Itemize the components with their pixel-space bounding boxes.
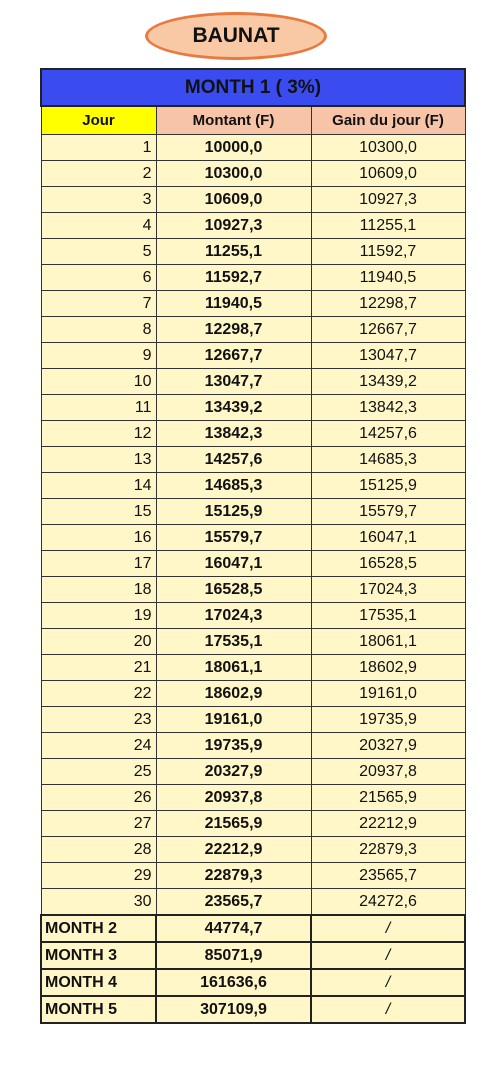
gain-cell: 23565,7 [311, 863, 465, 889]
table-row [41, 499, 465, 525]
gain-cell: 20937,8 [311, 759, 465, 785]
gain-cell: 21565,9 [311, 785, 465, 811]
header-gain: Gain du jour (F) [311, 106, 465, 135]
summary-row [41, 942, 465, 969]
header-jour: Jour [41, 106, 156, 135]
amount-cell: 18061,1 [156, 655, 311, 681]
table-row [41, 473, 465, 499]
table-row [41, 837, 465, 863]
day-cell: 29 [41, 863, 156, 889]
amount-cell: 21565,9 [156, 811, 311, 837]
amount-cell: 23565,7 [156, 889, 311, 916]
table-row [41, 421, 465, 447]
table-row [41, 187, 465, 213]
amount-cell: 19735,9 [156, 733, 311, 759]
day-cell: 22 [41, 681, 156, 707]
day-cell: 16 [41, 525, 156, 551]
day-cell: 10 [41, 369, 156, 395]
table-row [41, 733, 465, 759]
month-gain-cell: / [311, 996, 465, 1023]
table-row [41, 135, 465, 161]
amount-cell: 15579,7 [156, 525, 311, 551]
amount-cell: 17535,1 [156, 629, 311, 655]
summary-row [41, 996, 465, 1023]
gain-cell: 18602,9 [311, 655, 465, 681]
day-cell: 8 [41, 317, 156, 343]
table-row [41, 161, 465, 187]
day-cell: 1 [41, 135, 156, 161]
amount-cell: 20327,9 [156, 759, 311, 785]
gain-cell: 10300,0 [311, 135, 465, 161]
day-cell: 20 [41, 629, 156, 655]
month-label-cell: MONTH 3 [41, 942, 156, 969]
column-header-row [41, 106, 465, 135]
amount-cell: 15125,9 [156, 499, 311, 525]
amount-cell: 10927,3 [156, 213, 311, 239]
day-cell: 25 [41, 759, 156, 785]
month-total-cell: 161636,6 [156, 969, 311, 996]
gain-cell: 19161,0 [311, 681, 465, 707]
gain-cell: 18061,1 [311, 629, 465, 655]
table-row [41, 317, 465, 343]
gain-cell: 17024,3 [311, 577, 465, 603]
day-cell: 11 [41, 395, 156, 421]
month-total-cell: 44774,7 [156, 915, 311, 942]
gain-cell: 15125,9 [311, 473, 465, 499]
gain-cell: 17535,1 [311, 603, 465, 629]
amount-cell: 18602,9 [156, 681, 311, 707]
day-cell: 12 [41, 421, 156, 447]
day-cell: 21 [41, 655, 156, 681]
day-cell: 17 [41, 551, 156, 577]
gain-cell: 13439,2 [311, 369, 465, 395]
table-row [41, 759, 465, 785]
month-label-cell: MONTH 2 [41, 915, 156, 942]
gain-cell: 10609,0 [311, 161, 465, 187]
day-cell: 14 [41, 473, 156, 499]
day-cell: 5 [41, 239, 156, 265]
gain-cell: 10927,3 [311, 187, 465, 213]
page-title: BAUNAT [145, 12, 327, 60]
gain-cell: 20327,9 [311, 733, 465, 759]
day-cell: 15 [41, 499, 156, 525]
amount-cell: 13842,3 [156, 421, 311, 447]
table-row [41, 343, 465, 369]
gain-cell: 13842,3 [311, 395, 465, 421]
month-total-cell: 307109,9 [156, 996, 311, 1023]
table-row [41, 395, 465, 421]
gain-cell: 12667,7 [311, 317, 465, 343]
gain-cell: 11592,7 [311, 239, 465, 265]
month-gain-cell: / [311, 915, 465, 942]
amount-cell: 13439,2 [156, 395, 311, 421]
amount-cell: 10300,0 [156, 161, 311, 187]
table-row [41, 707, 465, 733]
amount-cell: 12667,7 [156, 343, 311, 369]
table-row [41, 551, 465, 577]
gain-cell: 15579,7 [311, 499, 465, 525]
day-cell: 23 [41, 707, 156, 733]
table-row [41, 213, 465, 239]
table-row [41, 629, 465, 655]
table-row [41, 577, 465, 603]
gain-cell: 14685,3 [311, 447, 465, 473]
gain-cell: 24272,6 [311, 889, 465, 916]
day-cell: 7 [41, 291, 156, 317]
amount-cell: 16047,1 [156, 551, 311, 577]
day-cell: 27 [41, 811, 156, 837]
table-row [41, 265, 465, 291]
amount-cell: 16528,5 [156, 577, 311, 603]
gain-cell: 19735,9 [311, 707, 465, 733]
amount-cell: 10609,0 [156, 187, 311, 213]
table-row [41, 369, 465, 395]
day-cell: 2 [41, 161, 156, 187]
day-cell: 30 [41, 889, 156, 916]
amount-cell: 14257,6 [156, 447, 311, 473]
amount-cell: 17024,3 [156, 603, 311, 629]
amount-cell: 11255,1 [156, 239, 311, 265]
amount-cell: 11940,5 [156, 291, 311, 317]
day-cell: 28 [41, 837, 156, 863]
table-row [41, 291, 465, 317]
gain-cell: 12298,7 [311, 291, 465, 317]
table-row [41, 603, 465, 629]
amount-cell: 13047,7 [156, 369, 311, 395]
month-gain-cell: / [311, 942, 465, 969]
gain-cell: 14257,6 [311, 421, 465, 447]
month-label-cell: MONTH 4 [41, 969, 156, 996]
gain-cell: 11940,5 [311, 265, 465, 291]
summary-row [41, 969, 465, 996]
month-total-cell: 85071,9 [156, 942, 311, 969]
amount-cell: 22879,3 [156, 863, 311, 889]
amount-cell: 12298,7 [156, 317, 311, 343]
table-row [41, 655, 465, 681]
amount-cell: 20937,8 [156, 785, 311, 811]
day-cell: 3 [41, 187, 156, 213]
amount-cell: 10000,0 [156, 135, 311, 161]
amount-cell: 11592,7 [156, 265, 311, 291]
table-row [41, 239, 465, 265]
day-cell: 19 [41, 603, 156, 629]
amount-cell: 22212,9 [156, 837, 311, 863]
table-row [41, 785, 465, 811]
table-row [41, 447, 465, 473]
gain-cell: 22212,9 [311, 811, 465, 837]
table-row [41, 889, 465, 916]
gain-cell: 16047,1 [311, 525, 465, 551]
header-montant: Montant (F) [156, 106, 311, 135]
gain-cell: 16528,5 [311, 551, 465, 577]
day-cell: 18 [41, 577, 156, 603]
gain-cell: 13047,7 [311, 343, 465, 369]
day-cell: 9 [41, 343, 156, 369]
day-cell: 13 [41, 447, 156, 473]
month-title-row [41, 69, 465, 106]
table-row [41, 863, 465, 889]
summary-row [41, 915, 465, 942]
amount-cell: 14685,3 [156, 473, 311, 499]
amount-cell: 19161,0 [156, 707, 311, 733]
gain-cell: 11255,1 [311, 213, 465, 239]
month-gain-cell: / [311, 969, 465, 996]
day-cell: 26 [41, 785, 156, 811]
month-title: MONTH 1 ( 3%) [41, 69, 465, 106]
investment-table [40, 68, 466, 1024]
table-row [41, 681, 465, 707]
table-row [41, 811, 465, 837]
day-cell: 4 [41, 213, 156, 239]
day-cell: 24 [41, 733, 156, 759]
gain-cell: 22879,3 [311, 837, 465, 863]
table-row [41, 525, 465, 551]
month-label-cell: MONTH 5 [41, 996, 156, 1023]
day-cell: 6 [41, 265, 156, 291]
